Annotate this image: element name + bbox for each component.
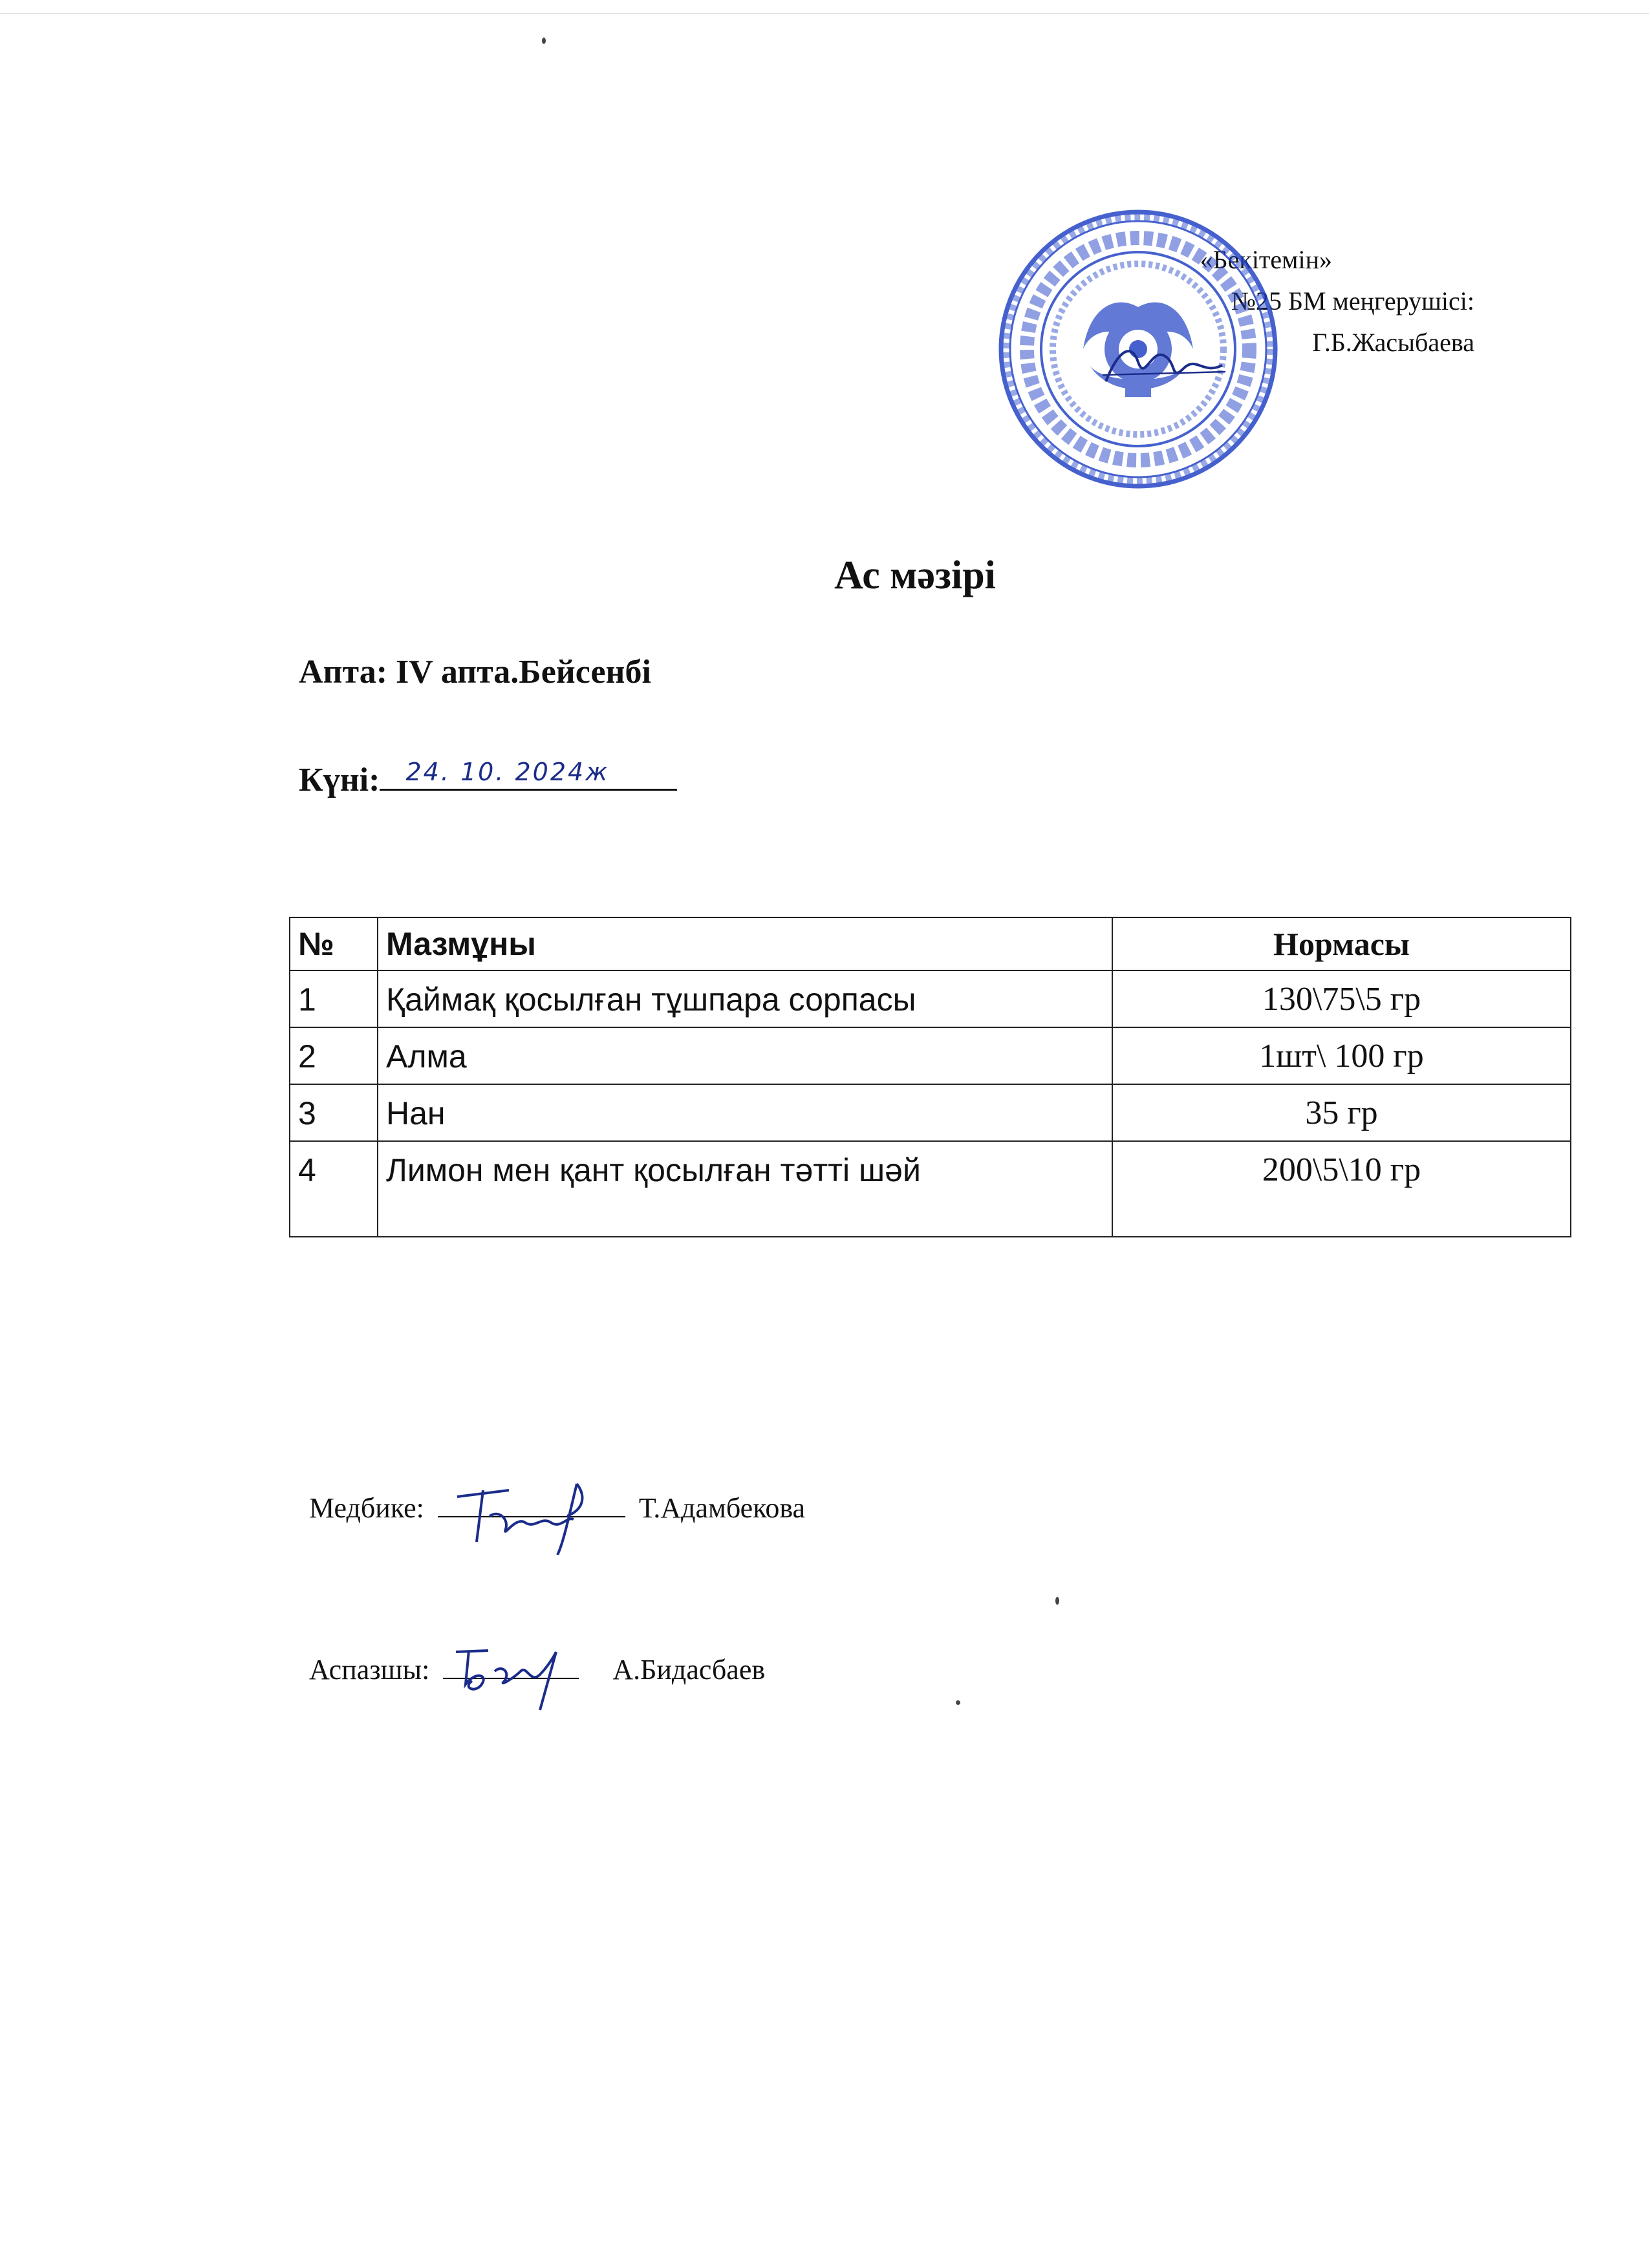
row-norm: 35 гр — [1112, 1084, 1571, 1141]
row-content: Қаймақ қосылған тұшпара сорпасы — [378, 970, 1112, 1027]
row-number: 3 — [290, 1084, 378, 1141]
row-norm: 200\5\10 гр — [1112, 1141, 1571, 1237]
cook-signature-line — [309, 1652, 765, 1686]
date-value: 24. 10. 2024ж — [405, 758, 610, 786]
head-signature-icon — [1099, 336, 1229, 394]
cook-signature-field — [443, 1652, 579, 1679]
nurse-signature-line — [309, 1490, 805, 1524]
table-row — [290, 1084, 1571, 1141]
nurse-signature-field — [438, 1490, 625, 1517]
nurse-label: Медбике: — [309, 1492, 424, 1524]
scan-speck — [542, 37, 546, 44]
cook-label: Аспазшы: — [309, 1654, 430, 1685]
header-content: Мазмұны — [378, 917, 1112, 970]
cook-name: А.Бидасбаев — [612, 1654, 766, 1685]
row-number: 4 — [290, 1141, 378, 1237]
row-content: Алма — [378, 1027, 1112, 1084]
scan-speck — [956, 1700, 960, 1705]
row-number: 2 — [290, 1027, 378, 1084]
cook-signature-icon — [443, 1632, 579, 1717]
row-content: Нан — [378, 1084, 1112, 1141]
approval-heading: «Бекітемін» — [1200, 245, 1332, 274]
approval-position: №25 БМ меңгерушісі: — [1231, 286, 1474, 316]
nurse-name: Т.Адамбекова — [638, 1492, 806, 1524]
table-row — [290, 1027, 1571, 1084]
menu-table — [289, 917, 1571, 1237]
scan-edge — [0, 13, 1649, 14]
date-line — [299, 750, 677, 799]
row-number: 1 — [290, 970, 378, 1027]
week-label: Апта: IV апта.Бейсенбі — [299, 654, 651, 690]
table-header-row — [290, 917, 1571, 970]
approval-name: Г.Б.Жасыбаева — [1312, 328, 1474, 357]
row-norm: 130\75\5 гр — [1112, 970, 1571, 1027]
row-content: Лимон мен қант қосылған тәтті шәй — [378, 1141, 1112, 1237]
header-number: № — [290, 917, 378, 970]
table-row — [290, 970, 1571, 1027]
table-row — [290, 1141, 1571, 1237]
date-label: Күні: — [299, 762, 380, 798]
page-title: Ас мәзірі — [834, 553, 996, 597]
nurse-signature-icon — [438, 1471, 625, 1555]
scan-speck — [1055, 1597, 1059, 1605]
header-norm: Нормасы — [1112, 917, 1571, 970]
date-field — [380, 750, 677, 791]
row-norm: 1шт\ 100 гр — [1112, 1027, 1571, 1084]
